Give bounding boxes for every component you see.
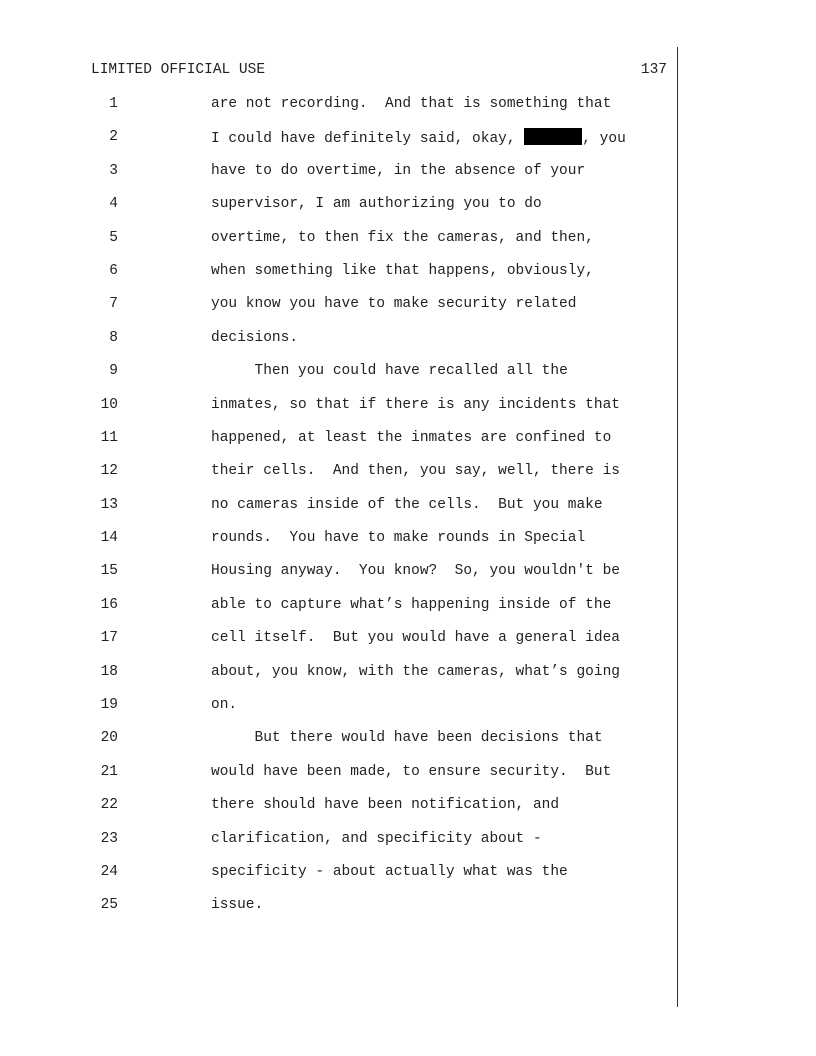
transcript-line [0,830,676,863]
line-number: 13 [100,496,118,513]
line-text: when something like that happens, obviously, [211,262,594,279]
line-number: 1 [109,96,118,112]
transcript-line [0,596,676,629]
line-text-redacted [211,128,626,148]
line-number: 17 [100,630,118,647]
transcript-line [0,863,676,896]
transcript-line [0,229,676,262]
line-text: there should have been notification, and [211,797,560,814]
redaction-box [524,128,582,145]
transcript-line [0,629,676,662]
line-number: 18 [100,663,118,680]
line-number: 3 [109,162,118,179]
transcript-line [0,429,676,462]
transcript-line [0,763,676,796]
line-number: 15 [100,563,118,580]
line-number: 4 [109,196,118,213]
right-margin-rule [677,47,678,1007]
line-text: able to capture what’s happening inside of the [211,596,612,613]
line-number: 25 [100,897,118,914]
line-text: about, you know, with the cameras, what’s going [211,663,620,680]
line-number: 9 [109,363,118,380]
line-text: clarification, and specificity about - [211,830,542,847]
line-number: 7 [109,296,118,313]
transcript-line [0,729,676,762]
transcript-line [0,796,676,829]
transcript-line [0,696,676,729]
line-number: 12 [100,463,118,480]
transcript-line [0,295,676,328]
line-text: no cameras inside of the cells. But you make [211,496,603,513]
paragraph-start-text: Then you could have recalled all the [254,363,568,380]
line-text: decisions. [211,329,299,346]
transcript-line [0,562,676,595]
transcript-line [0,496,676,529]
line-text: issue. [211,897,264,914]
transcript-line [0,128,676,161]
line-text: inmates, so that if there is any incidents that [211,396,620,413]
transcript-line [0,95,676,128]
paragraph-start-text: But there would have been decisions that [254,730,603,747]
line-number: 11 [100,429,118,446]
transcript-line [0,462,676,495]
transcript-line [0,162,676,195]
line-text: specificity - about actually what was the [211,863,568,880]
transcript-body [0,95,676,930]
line-number: 20 [100,730,118,747]
transcript-line [0,396,676,429]
line-number: 21 [100,763,118,780]
transcript-line [0,362,676,395]
line-number: 2 [109,129,118,146]
line-number: 6 [109,262,118,279]
line-text [211,362,568,380]
line-number: 10 [100,396,118,413]
line-number: 24 [100,863,118,880]
transcript-line [0,896,676,929]
line-text [211,729,603,747]
line-text-before-redaction: I could have definitely said, okay, [211,131,525,148]
transcript-line [0,195,676,228]
line-text: supervisor, I am authorizing you to do [211,196,542,213]
line-text: are not recording. And that is something that [211,96,612,112]
transcript-line [0,262,676,295]
line-text: Housing anyway. You know? So, you wouldn't be [211,563,620,580]
line-text: their cells. And then, you say, well, there is [211,463,620,480]
line-text: you know you have to make security related [211,296,577,313]
line-number: 22 [100,797,118,814]
transcript-line [0,529,676,562]
line-number: 8 [109,329,118,346]
line-number: 19 [100,697,118,714]
line-number: 5 [109,229,118,246]
line-text: happened, at least the inmates are confined to [211,429,612,446]
line-number: 14 [100,530,118,547]
line-text: cell itself. But you would have a general idea [211,630,620,647]
line-text: on. [211,697,238,714]
transcript-line [0,329,676,362]
line-number: 23 [100,830,118,847]
line-text: rounds. You have to make rounds in Special [211,530,586,547]
line-text: overtime, to then fix the cameras, and then, [211,229,594,246]
page-number: 137 [640,62,667,78]
line-text-after-redaction: , you [582,131,626,148]
transcript-line [0,663,676,696]
line-number: 16 [100,596,118,613]
line-text: would have been made, to ensure security. But [211,763,612,780]
classification-header: LIMITED OFFICIAL USE [91,62,266,78]
line-text: have to do overtime, in the absence of your [211,162,586,179]
